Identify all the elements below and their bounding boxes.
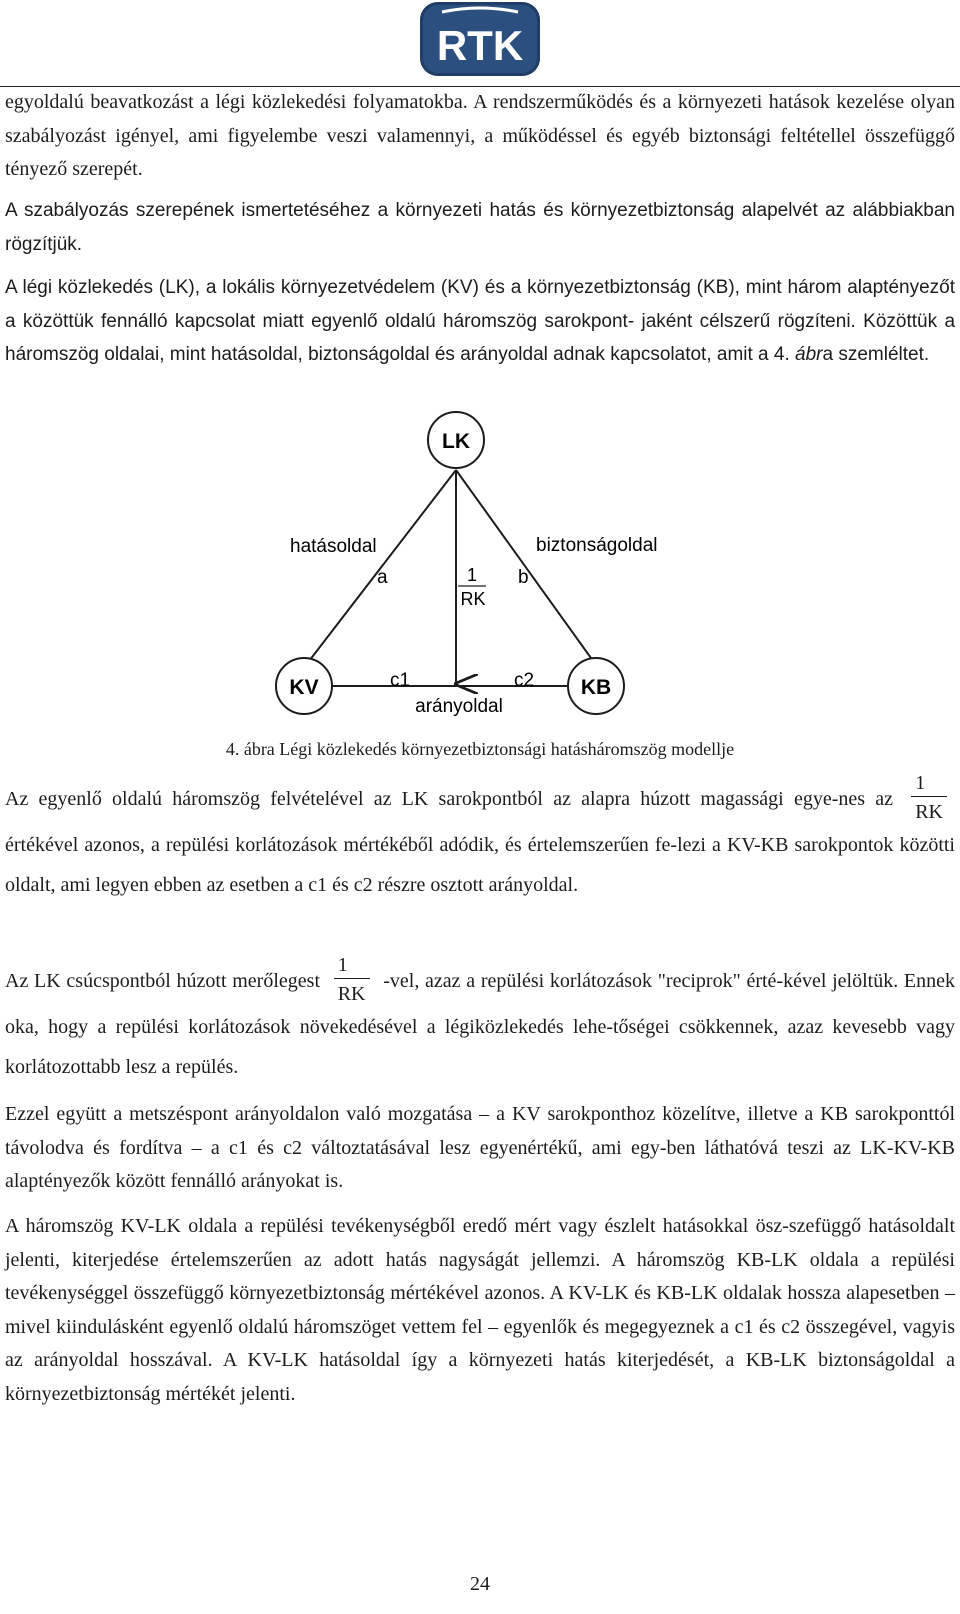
paragraph-3 [5, 271, 955, 372]
label-a: a [377, 567, 388, 588]
label-b: b [518, 567, 529, 588]
triangle-diagram [270, 412, 658, 724]
paragraph-3-line-b: jaként célszerű rögzíteni. Közöttük a háromszög oldalai, mint hatásoldal, biztonságoldal és arányoldal adnak kapcsolatot, amit a 4. [5, 310, 956, 365]
node-lk-label: LK [442, 430, 470, 453]
paragraph-7: A háromszög KV-LK oldala a repülési tevékenységből eredő mért vagy észlelt hatásokkal ösz-szefüggő hatásoldalt jelenti, kiterjedése értelemszerűen az adott hatás nagyságát jellemzi. A háromszög KB-LK oldala a repülési tevékenységgel összefüggő környezetbiztonság mértékével azonos. A KV-LK és KB-LK oldalak hossza alapesetben – mivel kiindulásként egyenlő oldalú háromszöget vettem fel – egyenlők és megegyeznek a c1 és c2 összegével, vagyis az arányoldal hosszával. A KV-LK hatásoldal így a környezeti hatás kiterjedését, a KB-LK biztonságoldal a környezetbiztonság mértékét jelenti. [5, 1215, 955, 1405]
paragraph-1: egyoldalú beavatkozást a légi közlekedési folyamatokba. A rendszerműködés és a környezeti hatások kezelése olyan szabályozást igényel, ami figyelembe veszi valamennyi, a működéssel és egyéb biztonsági feltétellel összefüggő tényező szerepét. [5, 91, 955, 180]
label-c2: c2 [513, 670, 535, 691]
fraction-denominator-2: RK [337, 983, 366, 1005]
rtk-logo-mark [420, 2, 540, 76]
label-aranyoldal: arányoldal [415, 696, 503, 717]
height-num: 1 [466, 565, 478, 585]
paragraph-4 [5, 772, 955, 905]
figure-reference: ábr [795, 344, 823, 365]
rtk-logo [420, 2, 540, 76]
page-number: 24 [470, 1573, 490, 1595]
fraction-numerator-2: 1 [334, 955, 370, 979]
paragraph-4-text-a: Az egyenlő oldalú háromszög felvételével az LK sarokpontból az alapra húzott magassági egye-nes az [5, 788, 893, 811]
paragraph-4-text-b: értékével azonos, a repülési korlátozások mértékéből adódik, és értelemszerűen fe-lezi a KV-KB sarokpontok közötti oldalt, ami legyen ebben az esetben a c1 és c2 részre osztott arányoldal. [5, 834, 955, 896]
figure-caption: 4. ábra Légi közlekedés környezetbiztonsági hatásháromszög modellje [225, 739, 735, 759]
label-c1: c1 [389, 670, 411, 691]
fraction-denominator: RK [915, 801, 943, 823]
paragraph-2: A szabályozás szerepének ismertetéséhez a környezeti hatás és környezetbiztonság alapelvét az alábbiakban rögzítjük. [5, 200, 955, 255]
label-hatasoldal: hatásoldal [290, 536, 377, 557]
paragraph-5 [5, 954, 956, 1087]
paragraph-5-text-b: -vel, azaz a repülési korlátozások "reciprok" érté-kével jelöltük. Ennek oka, hogy a repülési korlátozások növekedésével a légiközlekedés lehe-tőségei csökkennek, azaz kevesebb vagy korlátozottabb lesz a repülés. [5, 970, 956, 1078]
paragraph-6: Ezzel együtt a metszéspont arányoldalon való mozgatása – a KV sarokponthoz közelítve, illetve a KB sarokponttól távolodva és fordítva – a c1 és c2 változtatásával lesz egyenértékű, ami egy-ben láthatóvá teszi az LK-KV-KB alaptényezők között fennálló arányokat is. [5, 1103, 955, 1192]
paragraph-3-line-a: A légi közlekedés (LK), a lokális környezetvédelem (KV) és a környezetbiztonság (KB), mint három alaptényezőt a közöttük fennálló kapcsolat miatt egyenlő oldalú háromszög sarokpont- [5, 277, 955, 332]
rtk-logo-text: RTK [436, 22, 524, 69]
paragraph-3-line-d: a szemléltet. [822, 344, 930, 365]
node-kv-label: KV [289, 676, 319, 699]
node-kb-label: KB [580, 676, 612, 699]
fraction-1-over-rk-2 [334, 955, 370, 1004]
paragraph-5-text-a: Az LK csúcspontból húzott merőlegest [5, 970, 320, 993]
fraction-1-over-rk [911, 773, 947, 822]
label-biztonsagoldal: biztonságoldal [536, 535, 658, 556]
height-den: RK [460, 589, 486, 609]
fraction-numerator: 1 [911, 773, 947, 797]
